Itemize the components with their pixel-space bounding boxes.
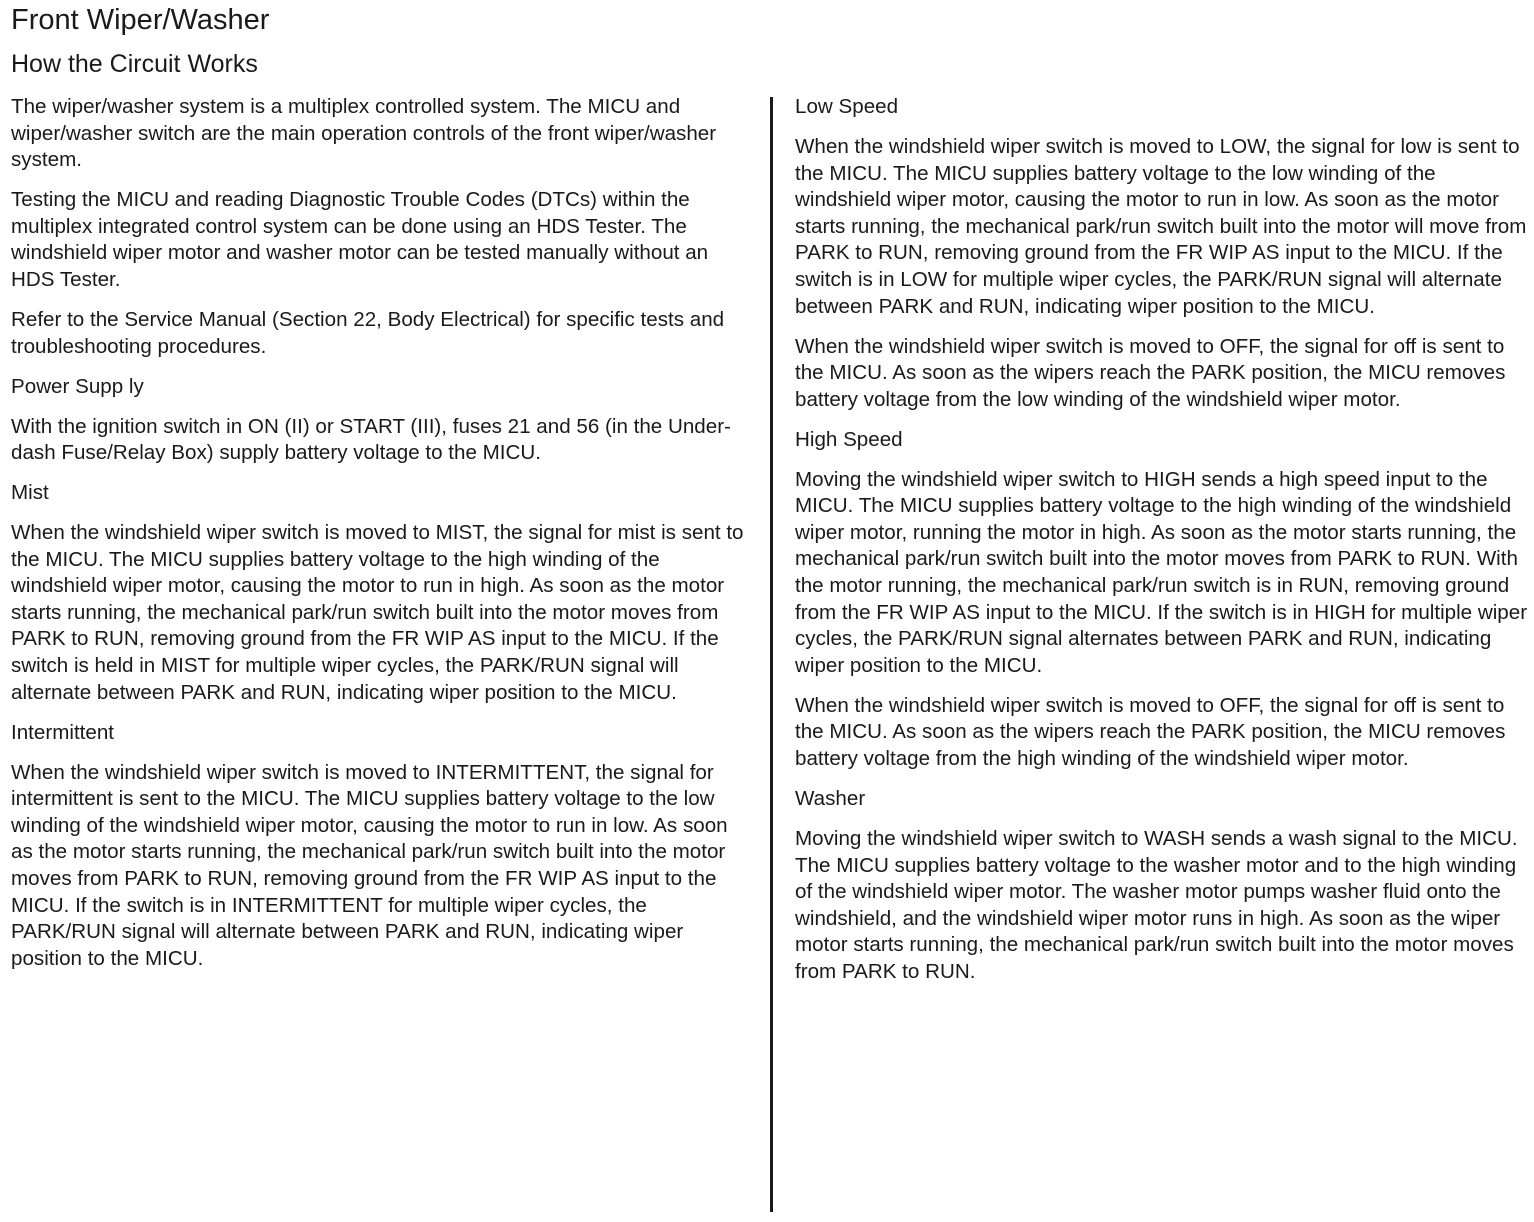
intro-paragraph-1: The wiper/washer system is a multiplex controlled system. The MICU and wiper/washer switch are the main operation controls of the front wiper/washer system. [11, 95, 717, 172]
intro-paragraph-3: Refer to the Service Manual (Section 22, Body Electrical) for specific tests and troubleshooting procedures. [11, 307, 725, 358]
column-divider [770, 97, 773, 1212]
intro-paragraph-2: Testing the MICU and reading Diagnostic Trouble Codes (DTCs) within the multiplex integrated control system can be done using an HDS Tester. The windshield wiper motor and washer motor can be tested manually without an HDS Tester. [11, 188, 709, 291]
intermittent-heading: Intermittent [11, 720, 115, 744]
low-speed-paragraph-2: When the windshield wiper switch is moved to OFF, the signal for off is sent to the MICU. As soon as the wipers reach the PARK position, the MICU removes battery voltage from the low winding of the windshield wiper motor. [795, 334, 1506, 411]
section-title: How the Circuit Works [11, 50, 258, 78]
high-speed-paragraph-2: When the windshield wiper switch is moved to OFF, the signal for off is sent to the MICU. As soon as the wipers reach the PARK position, the MICU removes battery voltage from the high winding of the windshield wiper motor. [795, 693, 1506, 771]
right-column [795, 94, 1531, 999]
washer-heading: Washer [795, 787, 866, 810]
page-title: Front Wiper/Washer [11, 4, 270, 36]
low-speed-heading: Low Speed [795, 95, 899, 118]
high-speed-heading: High Speed [795, 427, 903, 451]
left-column [11, 94, 753, 986]
high-speed-paragraph-1: Moving the windshield wiper switch to HIGH sends a high speed input to the MICU. The MICU supplies battery voltage to the high winding of the windshield wiper motor, running the motor in high. As soon as the motor starts running, the mechanical park/run switch built into the motor moves from PARK to RUN. With the motor running, the mechanical park/run switch is in RUN, removing ground from the FR WIP AS input to the MICU. If the switch is in HIGH for multiple wiper cycles, the PARK/RUN signal alternates between PARK and RUN, indicating wiper position to the MICU. [795, 467, 1528, 677]
power-supply-paragraph: With the ignition switch in ON (II) or START (III), fuses 21 and 56 (in the Under-dash Fuse/Relay Box) supply battery voltage to the MICU. [11, 414, 731, 465]
washer-paragraph: Moving the windshield wiper switch to WASH sends a wash signal to the MICU. The MICU supplies battery voltage to the washer motor and to the high winding of the windshield wiper motor. The washer motor pumps washer fluid onto the windshield, and the windshield wiper motor runs in high. As soon as the wiper motor starts running, the mechanical park/run switch built into the motor moves from PARK to RUN. [795, 826, 1518, 983]
mist-heading: Mist [11, 481, 49, 505]
power-supply-heading: Power Supp ly [11, 374, 144, 398]
low-speed-paragraph-1: When the windshield wiper switch is moved to LOW, the signal for low is sent to the MICU. The MICU supplies battery voltage to the low winding of the windshield wiper motor, causing the motor to run in low. As soon as the motor starts running, the mechanical park/run switch built into the motor will move from PARK to RUN, removing ground from the FR WIP AS input to the MICU. If the switch is in LOW for multiple wiper cycles, the PARK/RUN signal will alternate between PARK and RUN, indicating wiper position to the MICU. [795, 134, 1527, 318]
mist-paragraph: When the windshield wiper switch is moved to MIST, the signal for mist is sent to the MICU. The MICU supplies battery voltage to the high winding of the windshield wiper motor, causing the motor to run in high. As soon as the motor starts running, the mechanical park/run switch built into the motor moves from PARK to RUN, removing ground from the FR WIP AS input to the MICU. If the switch is held in MIST for multiple wiper cycles, the PARK/RUN signal will alternate between PARK and RUN, indicating wiper position to the MICU. [11, 521, 744, 704]
intermittent-paragraph: When the windshield wiper switch is moved to INTERMITTENT, the signal for intermittent is sent to the MICU. The MICU supplies battery voltage to the low winding of the windshield wiper motor, causing the motor to run in low. As soon as the motor starts running, the mechanical park/run switch built into the motor moves from PARK to RUN, removing ground from the FR WIP AS input to the MICU. If the switch is in INTERMITTENT for multiple wiper cycles, the PARK/RUN signal will alternate between PARK and RUN, indicating wiper position to the MICU. [11, 760, 728, 970]
